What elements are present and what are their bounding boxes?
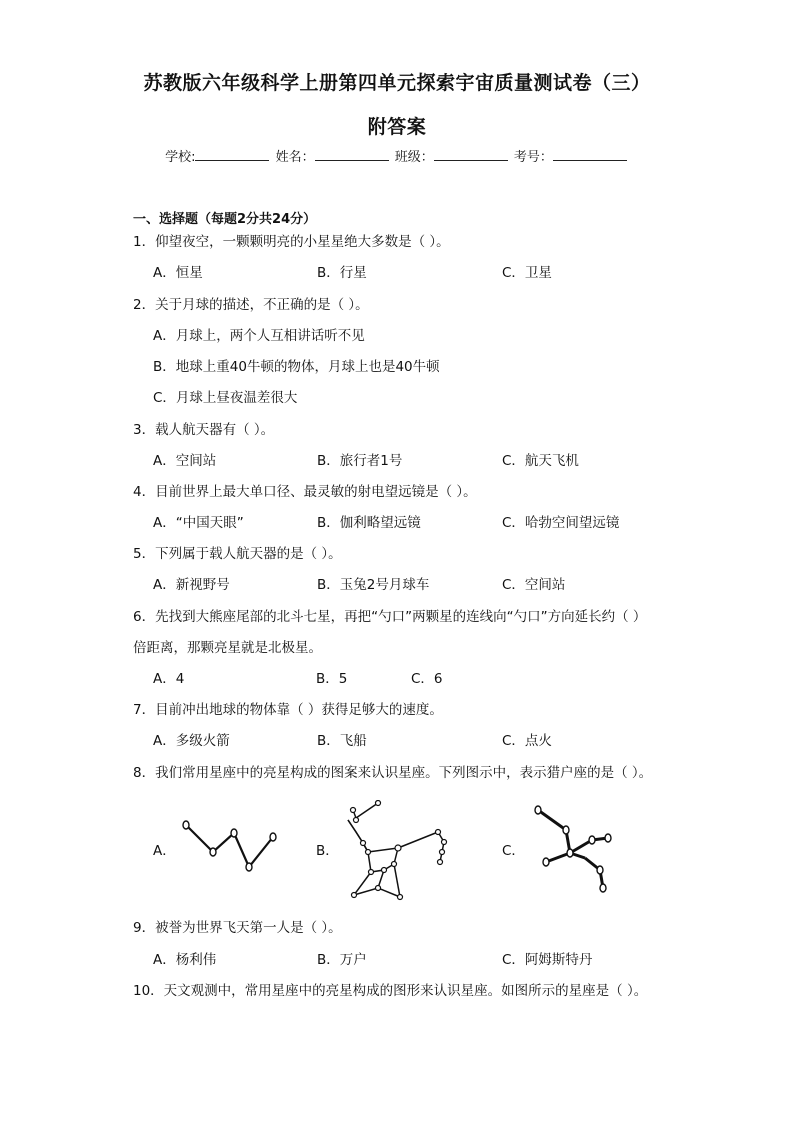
student-info-line bbox=[0, 146, 794, 165]
q3-option-b: B．旅行者1号 bbox=[317, 453, 403, 469]
q1-option-c: C．卫星 bbox=[502, 265, 552, 281]
q4-option-c: C．哈勃空间望远镜 bbox=[502, 515, 620, 531]
question-3-stem: 3．载人航天器有（ ）。 bbox=[133, 422, 275, 438]
q8-option-c: C． bbox=[502, 843, 525, 859]
question-4-stem: 4．目前世界上最大单口径、最灵敏的射电望远镜是（ ）。 bbox=[133, 484, 477, 500]
question-2-stem: 2．关于月球的描述，不正确的是（ ）。 bbox=[133, 297, 369, 313]
school-field[interactable] bbox=[195, 148, 269, 161]
q8-option-a: A． bbox=[153, 843, 176, 859]
q6-option-a: A．4 bbox=[153, 671, 185, 687]
name-label: 姓名： bbox=[275, 150, 315, 165]
page-subtitle: 附答案 bbox=[367, 116, 427, 138]
class-label: 班级： bbox=[394, 150, 434, 165]
q2-option-c: C．月球上昼夜温差很大 bbox=[153, 390, 298, 406]
q8-option-b: B． bbox=[316, 843, 339, 859]
q4-option-b: B．伽利略望远镜 bbox=[317, 515, 421, 531]
page-title: 苏教版六年级科学上册第四单元探索宇宙质量测试卷（三） bbox=[143, 72, 651, 94]
q1-option-a: A．恒星 bbox=[153, 265, 203, 281]
q7-option-b: B．飞船 bbox=[317, 733, 367, 749]
question-6-stem-cont: 倍距离，那颗亮星就是北极星。 bbox=[133, 640, 322, 656]
question-9-stem: 9．被誉为世界飞天第一人是（ ）。 bbox=[133, 920, 342, 936]
q7-option-a: A．多级火箭 bbox=[153, 733, 230, 749]
exam-number-field[interactable] bbox=[553, 148, 627, 161]
question-8-stem: 8．我们常用星座中的亮星构成的图案来认识星座。下列图示中，表示猎户座的是（ ）。 bbox=[133, 765, 653, 781]
q9-option-c: C．阿姆斯特丹 bbox=[502, 952, 593, 968]
q5-option-b: B．玉兔2号月球车 bbox=[317, 577, 430, 593]
q2-option-a: A．月球上，两个人互相讲话听不见 bbox=[153, 328, 365, 344]
question-1-stem: 1．仰望夜空，一颗颗明亮的小星星绝大多数是（ ）。 bbox=[133, 234, 450, 250]
q9-option-a: A．杨利伟 bbox=[153, 952, 217, 968]
constellation-a-figure bbox=[176, 815, 286, 880]
class-field[interactable] bbox=[434, 148, 508, 161]
school-label: 学校: bbox=[165, 150, 196, 165]
constellation-b-figure bbox=[338, 800, 453, 905]
question-10-stem: 10．天文观测中，常用星座中的亮星构成的图形来认识星座。如图所示的星座是（ ）。 bbox=[133, 983, 648, 999]
q5-option-c: C．空间站 bbox=[502, 577, 566, 593]
section-heading: 一、选择题（每题2分共24分） bbox=[133, 212, 317, 227]
exam-number-label: 考号： bbox=[513, 150, 553, 165]
name-field[interactable] bbox=[315, 148, 389, 161]
question-5-stem: 5．下列属于载人航天器的是（ ）。 bbox=[133, 546, 342, 562]
q7-option-c: C．点火 bbox=[502, 733, 552, 749]
q3-option-a: A．空间站 bbox=[153, 453, 217, 469]
question-6-stem: 6．先找到大熊座尾部的北斗七星，再把“勺口”两颗星的连线向“勺口”方向延长约（ ） bbox=[133, 609, 647, 625]
q6-option-c: C．6 bbox=[411, 671, 443, 687]
q6-option-b: B．5 bbox=[316, 671, 348, 687]
q5-option-a: A．新视野号 bbox=[153, 577, 230, 593]
q3-option-c: C．航天飞机 bbox=[502, 453, 579, 469]
q2-option-b: B．地球上重40牛顿的物体，月球上也是40牛顿 bbox=[153, 359, 440, 375]
q9-option-b: B．万户 bbox=[317, 952, 367, 968]
q1-option-b: B．行星 bbox=[317, 265, 367, 281]
q4-option-a: A．“中国天眼” bbox=[153, 515, 244, 531]
question-7-stem: 7．目前冲出地球的物体靠（ ）获得足够大的速度。 bbox=[133, 702, 443, 718]
constellation-c-figure bbox=[530, 800, 620, 900]
